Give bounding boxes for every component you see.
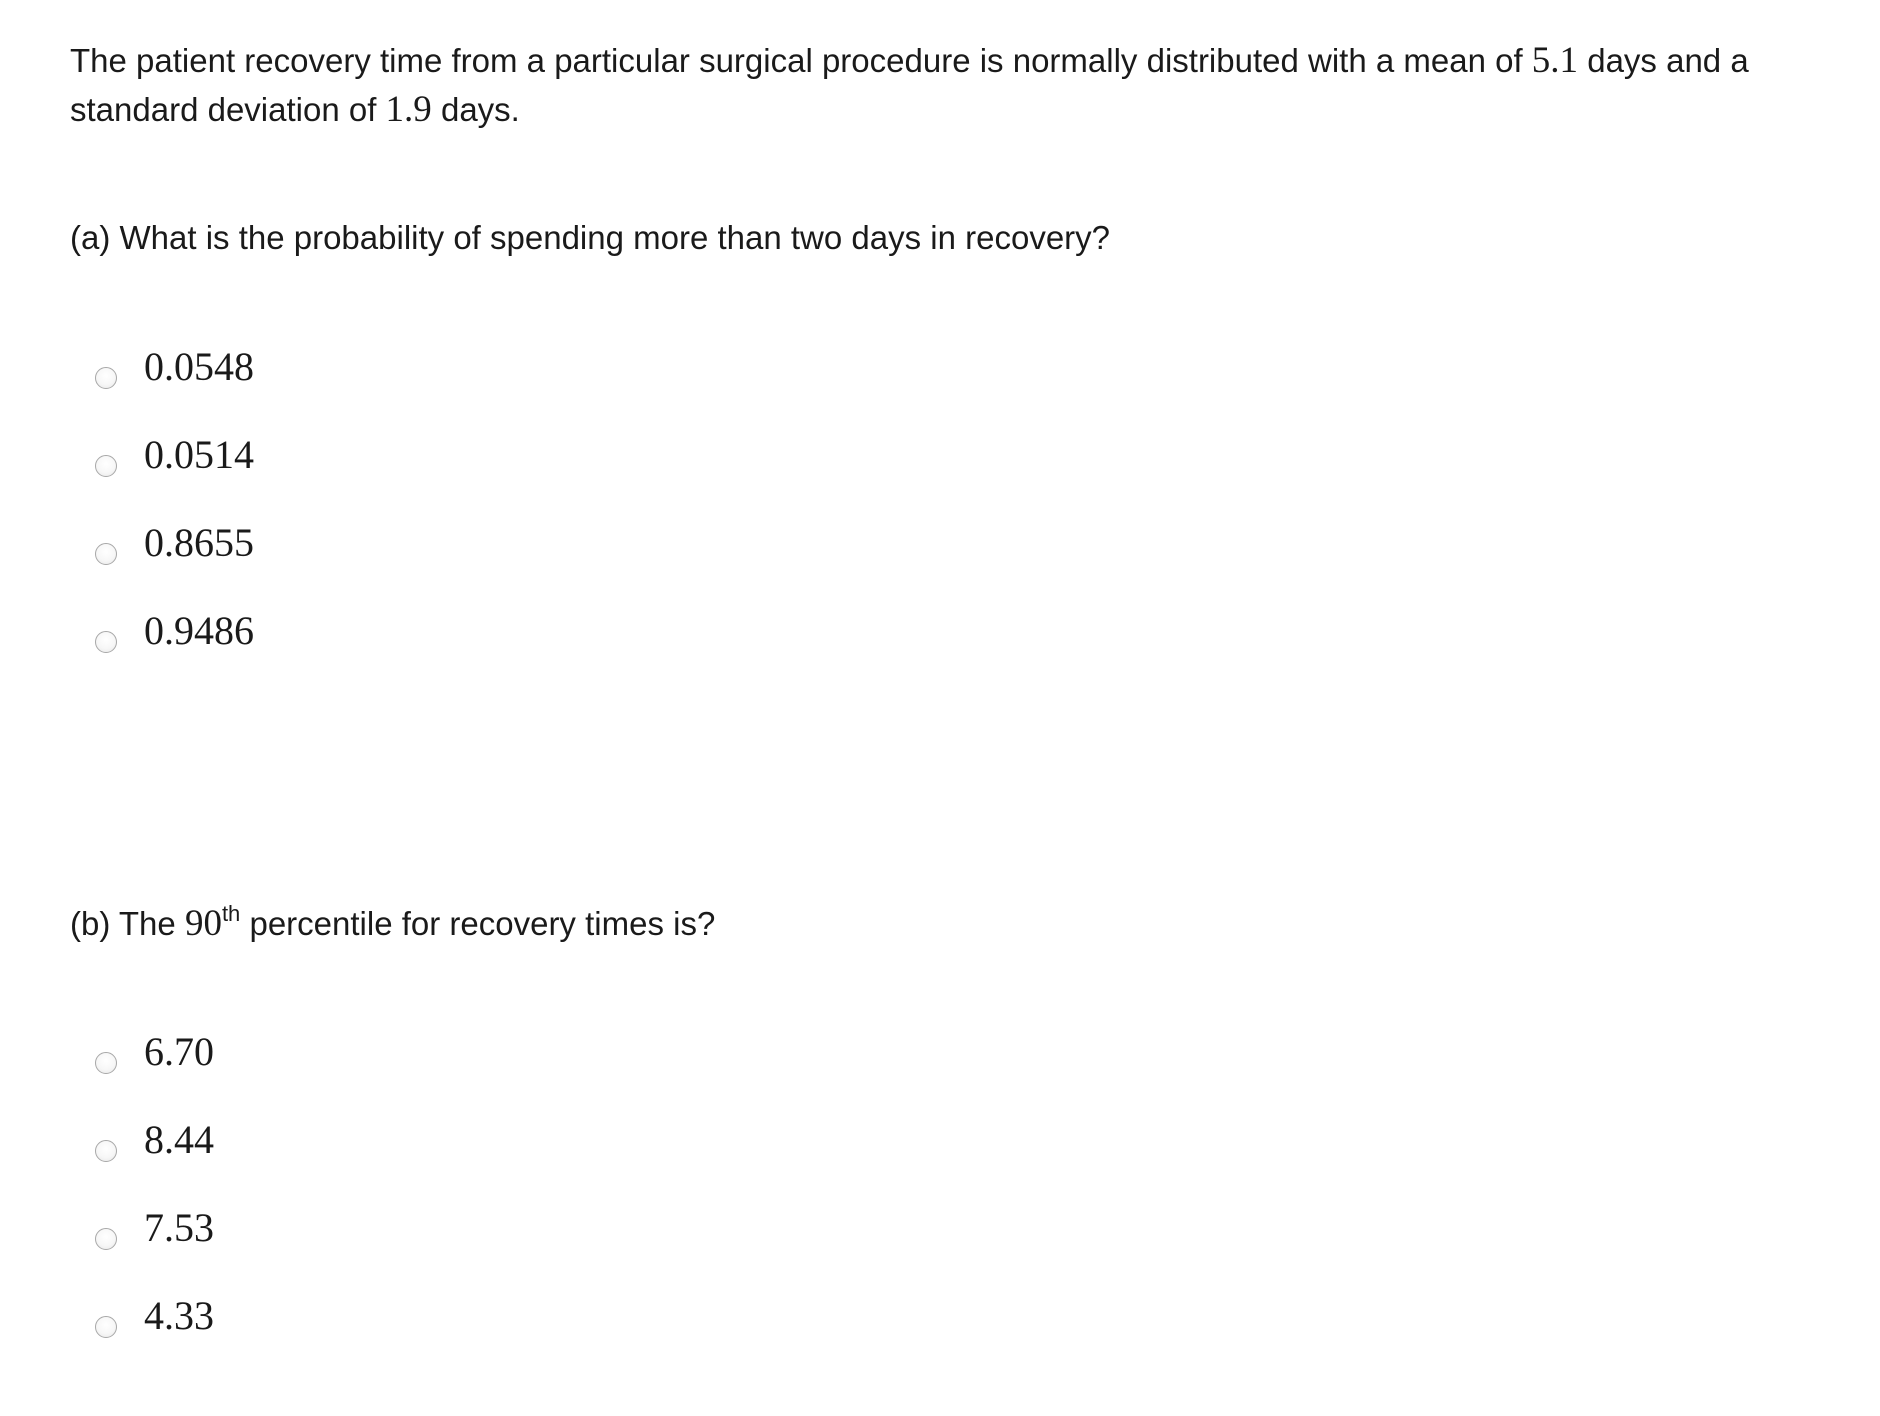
radio-button[interactable] <box>95 1316 117 1338</box>
option-label: 0.0514 <box>144 432 254 477</box>
percentile-superscript: th <box>221 901 241 926</box>
option-label: 0.8655 <box>144 520 254 565</box>
option-label: 7.53 <box>144 1205 214 1250</box>
sd-value: 1.9 <box>385 89 432 130</box>
option-label: 8.44 <box>144 1117 214 1162</box>
percentile-number: 90 <box>184 903 222 944</box>
mean-value: 5.1 <box>1531 40 1579 81</box>
problem-statement <box>70 36 1850 134</box>
radio-button[interactable] <box>95 1140 117 1162</box>
option-label: 0.0548 <box>144 344 254 389</box>
question-b-suffix: percentile for recovery times is? <box>240 905 716 942</box>
radio-button[interactable] <box>95 455 117 477</box>
intro-text-2: days and a standard deviation of <box>70 42 1749 128</box>
radio-button[interactable] <box>95 1228 117 1250</box>
intro-text-1: The patient recovery time from a particular surgical procedure is normally distributed with a mean of <box>70 42 1532 79</box>
radio-button[interactable] <box>95 367 117 389</box>
question-a-text: (a) What is the probability of spending more than two days in recovery? <box>70 219 1111 256</box>
intro-text-3: days. <box>431 91 520 128</box>
option-label: 0.9486 <box>144 608 254 653</box>
question-b-text <box>70 901 716 944</box>
option-label: 4.33 <box>144 1293 214 1338</box>
radio-button[interactable] <box>95 631 117 653</box>
option-label: 6.70 <box>144 1029 214 1074</box>
radio-button[interactable] <box>95 543 117 565</box>
radio-button[interactable] <box>95 1052 117 1074</box>
question-b-prefix: (b) The <box>70 905 185 942</box>
